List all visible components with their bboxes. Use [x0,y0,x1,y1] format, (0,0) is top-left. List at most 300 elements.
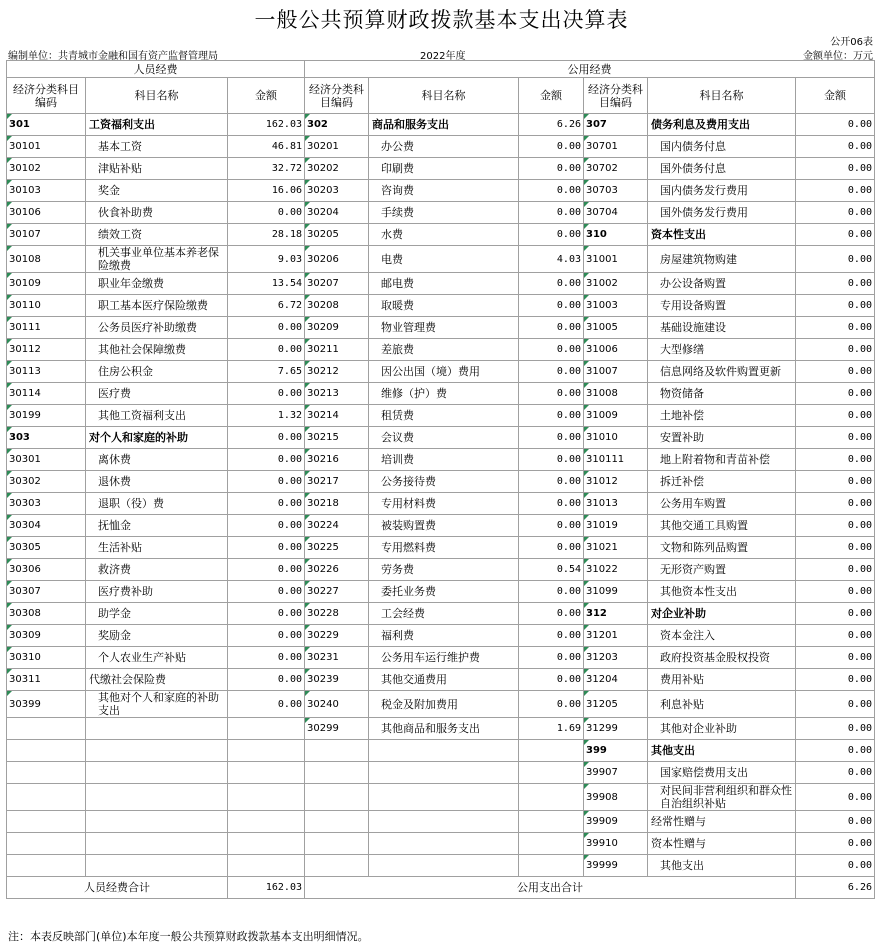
code-cell: 39909 [584,811,648,833]
amount-cell: 0.00 [519,273,584,295]
name-cell: 被装购置费 [369,515,519,537]
empty-cell [519,740,584,762]
amount-cell: 0.00 [519,202,584,224]
code-cell: 30203 [305,180,369,202]
name-cell: 其他资本性支出 [648,581,796,603]
empty-cell [369,855,519,877]
empty-cell [305,762,369,784]
amount-cell: 0.00 [228,383,305,405]
code-cell: 31099 [584,581,648,603]
empty-cell [305,811,369,833]
table-row [7,833,875,855]
name-cell: 津贴补贴 [86,158,228,180]
amount-cell: 0.00 [796,493,875,515]
name-cell: 抚恤金 [86,515,228,537]
name-cell: 资本金注入 [648,625,796,647]
amount-cell: 0.00 [796,581,875,603]
empty-cell [86,784,228,811]
code-cell: 30305 [7,537,86,559]
table-row [7,136,875,158]
code-cell: 30206 [305,246,369,273]
code-cell: 30226 [305,559,369,581]
name-cell: 公务接待费 [369,471,519,493]
name-cell: 基础设施建设 [648,317,796,339]
code-cell: 30702 [584,158,648,180]
amount-cell: 0.00 [228,449,305,471]
code-cell: 39908 [584,784,648,811]
name-cell: 税金及附加费用 [369,691,519,718]
empty-cell [305,784,369,811]
amount-cell: 0.00 [796,383,875,405]
amount-cell: 0.00 [796,361,875,383]
table-row [7,740,875,762]
code-cell: 31007 [584,361,648,383]
empty-cell [228,784,305,811]
name-cell: 其他对个人和家庭的补助支出 [86,691,228,718]
amount-cell: 0.00 [796,515,875,537]
empty-cell [519,762,584,784]
amount-cell: 0.00 [519,515,584,537]
empty-cell [86,740,228,762]
code-cell: 30228 [305,603,369,625]
table-row [7,339,875,361]
code-cell: 31006 [584,339,648,361]
amount-cell: 0.00 [519,581,584,603]
amount-cell: 6.26 [519,114,584,136]
empty-cell [228,855,305,877]
empty-cell [7,762,86,784]
code-cell: 30109 [7,273,86,295]
code-cell: 310 [584,224,648,246]
page-title: 一般公共预算财政拨款基本支出决算表 [254,8,629,32]
personnel-total-amount: 162.03 [228,877,305,899]
amount-cell: 0.00 [796,762,875,784]
code-cell: 30311 [7,669,86,691]
name-cell: 国内债务付息 [648,136,796,158]
name-cell: 职工基本医疗保险缴费 [86,295,228,317]
table-row [7,581,875,603]
totals-row [7,877,875,899]
empty-cell [86,855,228,877]
table-row [7,114,875,136]
name-cell: 国外债务付息 [648,158,796,180]
name-cell: 拆迁补偿 [648,471,796,493]
amount-cell: 6.72 [228,295,305,317]
code-cell: 30227 [305,581,369,603]
amount-cell: 0.00 [519,339,584,361]
code-cell: 30202 [305,158,369,180]
name-cell: 劳务费 [369,559,519,581]
name-cell: 商品和服务支出 [369,114,519,136]
year-label: 2022年度 [420,51,466,62]
amount-cell: 0.00 [228,647,305,669]
amount-cell: 0.00 [796,273,875,295]
empty-cell [519,833,584,855]
amount-cell: 0.00 [796,471,875,493]
code-cell: 30307 [7,581,86,603]
code-cell: 30209 [305,317,369,339]
name-header: 科目名称 [648,78,796,114]
code-cell: 30225 [305,537,369,559]
code-cell: 31013 [584,493,648,515]
empty-cell [7,718,86,740]
name-cell: 基本工资 [86,136,228,158]
amount-cell: 0.00 [228,471,305,493]
amount-cell: 0.00 [519,493,584,515]
code-cell: 302 [305,114,369,136]
table-row [7,361,875,383]
amount-cell: 0.00 [796,784,875,811]
name-cell: 印刷费 [369,158,519,180]
code-cell: 31010 [584,427,648,449]
amount-cell: 0.00 [519,647,584,669]
code-cell: 31299 [584,718,648,740]
code-cell: 30231 [305,647,369,669]
empty-cell [228,833,305,855]
name-cell: 绩效工资 [86,224,228,246]
name-cell: 委托业务费 [369,581,519,603]
amount-cell: 0.00 [228,603,305,625]
name-cell: 国家赔偿费用支出 [648,762,796,784]
name-cell: 利息补贴 [648,691,796,718]
name-cell: 因公出国（境）费用 [369,361,519,383]
name-cell: 医疗费补助 [86,581,228,603]
code-cell: 30309 [7,625,86,647]
code-cell: 31021 [584,537,648,559]
name-cell: 手续费 [369,202,519,224]
amount-cell: 0.00 [519,603,584,625]
amount-cell: 0.00 [519,449,584,471]
code-cell: 30703 [584,180,648,202]
code-cell: 39907 [584,762,648,784]
amount-cell: 0.00 [228,317,305,339]
empty-cell [86,762,228,784]
name-cell: 对个人和家庭的补助 [86,427,228,449]
code-cell: 31008 [584,383,648,405]
code-cell: 30229 [305,625,369,647]
name-cell: 退职（役）费 [86,493,228,515]
amount-cell: 0.00 [796,224,875,246]
amount-header: 金额 [796,78,875,114]
empty-cell [519,784,584,811]
amount-cell: 0.00 [519,158,584,180]
empty-cell [7,855,86,877]
code-cell: 31001 [584,246,648,273]
code-cell: 312 [584,603,648,625]
code-cell: 31205 [584,691,648,718]
code-cell: 31003 [584,295,648,317]
name-cell: 土地补偿 [648,405,796,427]
name-cell: 助学金 [86,603,228,625]
code-cell: 30215 [305,427,369,449]
code-cell: 30217 [305,471,369,493]
amount-cell: 0.00 [228,581,305,603]
empty-cell [228,811,305,833]
amount-cell: 16.06 [228,180,305,202]
amount-cell: 0.00 [796,625,875,647]
amount-cell: 0.00 [228,493,305,515]
amount-cell: 0.00 [796,136,875,158]
amount-cell: 0.00 [519,136,584,158]
code-cell: 31201 [584,625,648,647]
code-cell: 30224 [305,515,369,537]
amount-cell: 0.00 [519,537,584,559]
table-row [7,449,875,471]
name-cell: 物业管理费 [369,317,519,339]
table-row [7,317,875,339]
code-header: 经济分类科目编码 [7,78,86,114]
name-cell: 大型修缮 [648,339,796,361]
code-cell: 30112 [7,339,86,361]
amount-cell: 0.00 [796,427,875,449]
amount-cell: 13.54 [228,273,305,295]
amount-cell: 0.00 [796,158,875,180]
name-cell: 其他工资福利支出 [86,405,228,427]
code-cell: 31009 [584,405,648,427]
code-cell: 31005 [584,317,648,339]
name-cell: 费用补贴 [648,669,796,691]
name-header: 科目名称 [86,78,228,114]
code-cell: 30211 [305,339,369,361]
name-cell: 伙食补助费 [86,202,228,224]
empty-cell [228,740,305,762]
code-cell: 31012 [584,471,648,493]
amount-cell: 0.00 [519,471,584,493]
name-cell: 其他社会保障缴费 [86,339,228,361]
code-cell: 30216 [305,449,369,471]
code-cell: 30204 [305,202,369,224]
name-cell: 救济费 [86,559,228,581]
empty-cell [369,762,519,784]
amount-cell: 0.00 [796,114,875,136]
code-cell: 30205 [305,224,369,246]
code-cell: 30106 [7,202,86,224]
code-cell: 39910 [584,833,648,855]
empty-cell [228,718,305,740]
code-cell: 30107 [7,224,86,246]
empty-cell [519,811,584,833]
name-cell: 资本性支出 [648,224,796,246]
table-row [7,295,875,317]
name-cell: 安置补助 [648,427,796,449]
name-cell: 咨询费 [369,180,519,202]
empty-cell [228,762,305,784]
code-cell: 30240 [305,691,369,718]
name-cell: 无形资产购置 [648,559,796,581]
amount-cell: 0.00 [796,647,875,669]
code-cell: 30111 [7,317,86,339]
code-cell: 30213 [305,383,369,405]
amount-cell: 0.00 [228,202,305,224]
amount-cell: 0.00 [228,339,305,361]
name-cell: 房屋建筑物购建 [648,246,796,273]
table-row [7,405,875,427]
name-cell: 公务员医疗补助缴费 [86,317,228,339]
empty-cell [86,811,228,833]
empty-cell [369,833,519,855]
amount-cell: 162.03 [228,114,305,136]
table-row [7,691,875,718]
name-cell: 取暖费 [369,295,519,317]
empty-cell [7,833,86,855]
amount-cell: 0.00 [519,625,584,647]
table-row [7,202,875,224]
name-cell: 其他交通工具购置 [648,515,796,537]
amount-header: 金额 [228,78,305,114]
name-cell: 医疗费 [86,383,228,405]
empty-cell [305,855,369,877]
code-cell: 30214 [305,405,369,427]
table-row [7,537,875,559]
table-row [7,647,875,669]
amount-cell: 0.00 [796,669,875,691]
name-cell: 公务用车运行维护费 [369,647,519,669]
amount-cell: 0.00 [796,740,875,762]
name-cell: 福利费 [369,625,519,647]
empty-cell [86,718,228,740]
table-row [7,515,875,537]
unit-label: 编制单位：共青城市金融和国有资产监督管理局 [8,51,218,62]
table-row [7,718,875,740]
table-row [7,625,875,647]
footnote: 注：本表反映部门(单位)本年度一般公共预算财政拨款基本支出明细情况。 [8,930,369,943]
amount-cell: 0.00 [796,202,875,224]
code-cell: 30310 [7,647,86,669]
name-cell: 邮电费 [369,273,519,295]
code-cell: 30102 [7,158,86,180]
amount-cell: 0.00 [519,180,584,202]
amount-cell: 0.00 [228,669,305,691]
code-cell: 30701 [584,136,648,158]
amount-cell: 0.54 [519,559,584,581]
amount-cell: 0.00 [796,295,875,317]
amount-cell: 46.81 [228,136,305,158]
name-cell: 国外债务发行费用 [648,202,796,224]
code-cell: 399 [584,740,648,762]
amount-cell: 0.00 [796,449,875,471]
public-total-label: 公用支出合计 [305,877,796,899]
name-cell: 机关事业单位基本养老保险缴费 [86,246,228,273]
name-cell: 电费 [369,246,519,273]
name-cell: 其他对企业补助 [648,718,796,740]
code-cell: 30306 [7,559,86,581]
amount-cell: 0.00 [796,559,875,581]
amount-cell: 0.00 [228,559,305,581]
amount-cell: 0.00 [519,383,584,405]
table-row [7,383,875,405]
name-cell: 职业年金缴费 [86,273,228,295]
amount-cell: 0.00 [228,625,305,647]
table-row [7,855,875,877]
code-cell: 30299 [305,718,369,740]
code-cell: 39999 [584,855,648,877]
amount-cell: 0.00 [519,295,584,317]
amount-cell: 28.18 [228,224,305,246]
name-cell: 会议费 [369,427,519,449]
code-header: 经济分类科目编码 [305,78,369,114]
amount-cell: 0.00 [796,246,875,273]
table-row [7,471,875,493]
name-cell: 对民间非营利组织和群众性自治组织补贴 [648,784,796,811]
amount-cell: 0.00 [519,361,584,383]
table-row [7,224,875,246]
empty-cell [86,833,228,855]
code-cell: 30302 [7,471,86,493]
name-cell: 专用设备购置 [648,295,796,317]
empty-cell [7,811,86,833]
amount-cell: 32.72 [228,158,305,180]
name-cell: 生活补贴 [86,537,228,559]
name-cell: 专用材料费 [369,493,519,515]
code-cell: 30103 [7,180,86,202]
amount-cell: 4.03 [519,246,584,273]
public-total-amount: 6.26 [796,877,875,899]
name-cell: 其他支出 [648,855,796,877]
table-row [7,427,875,449]
code-cell: 301 [7,114,86,136]
table-row [7,246,875,273]
amount-cell: 0.00 [796,537,875,559]
name-cell: 信息网络及软件购置更新 [648,361,796,383]
amount-cell: 0.00 [519,224,584,246]
empty-cell [7,740,86,762]
code-cell: 30114 [7,383,86,405]
amount-cell: 0.00 [796,603,875,625]
amount-cell: 1.32 [228,405,305,427]
code-cell: 30704 [584,202,648,224]
code-cell: 30399 [7,691,86,718]
code-cell: 30199 [7,405,86,427]
code-cell: 30239 [305,669,369,691]
personnel-header: 人员经费 [7,61,305,78]
code-cell: 30304 [7,515,86,537]
amount-cell: 9.03 [228,246,305,273]
name-cell: 债务利息及费用支出 [648,114,796,136]
amount-cell: 7.65 [228,361,305,383]
name-cell: 离休费 [86,449,228,471]
amount-cell: 0.00 [519,691,584,718]
code-cell: 30101 [7,136,86,158]
name-cell: 资本性赠与 [648,833,796,855]
public-header: 公用经费 [305,61,875,78]
name-cell: 文物和陈列品购置 [648,537,796,559]
code-cell: 30208 [305,295,369,317]
empty-cell [305,833,369,855]
amount-cell: 0.00 [796,339,875,361]
table-row [7,273,875,295]
name-cell: 奖励金 [86,625,228,647]
amount-header: 金额 [519,78,584,114]
name-cell: 对企业补助 [648,603,796,625]
name-cell: 办公费 [369,136,519,158]
name-cell: 住房公积金 [86,361,228,383]
code-cell: 30308 [7,603,86,625]
code-cell: 31022 [584,559,648,581]
name-cell: 其他交通费用 [369,669,519,691]
amount-cell: 0.00 [796,718,875,740]
personnel-total-label: 人员经费合计 [7,877,228,899]
code-cell: 30301 [7,449,86,471]
name-cell: 其他商品和服务支出 [369,718,519,740]
name-cell: 租赁费 [369,405,519,427]
empty-cell [305,740,369,762]
empty-cell [519,855,584,877]
amount-cell: 0.00 [228,515,305,537]
name-header: 科目名称 [369,78,519,114]
amount-cell: 0.00 [519,317,584,339]
amount-cell: 0.00 [519,669,584,691]
code-cell: 30303 [7,493,86,515]
